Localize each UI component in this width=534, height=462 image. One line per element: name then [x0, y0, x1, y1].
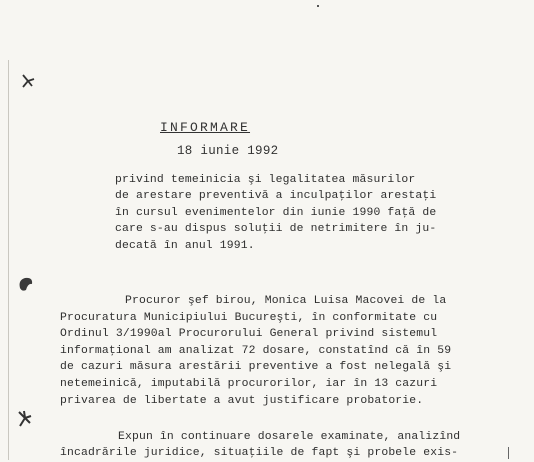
document-heading: INFORMARE [160, 120, 251, 135]
subject-line: decată în anul 1991. [115, 240, 255, 252]
left-binding-line [8, 60, 9, 460]
paragraph-line: netemeinică, imputabilă procurorilor, iar în 13 cazuri [60, 378, 438, 390]
document-date: 18 iunie 1992 [177, 144, 279, 158]
paragraph-line: Ordinul 3/1990al Procurorului General privind sistemul [60, 328, 438, 340]
margin-blot-icon [16, 274, 36, 294]
top-mark [317, 5, 319, 7]
paragraph-line: privarea de libertate a avut justificare probatorie. [60, 395, 424, 407]
margin-star-icon [20, 73, 36, 89]
subject-line: care s-au dispus soluţii de netrimitere în ju- [115, 223, 437, 235]
paragraph-line: încadrările juridice, situaţiile de fapt şi probele exis- [60, 447, 459, 459]
subject-line: în cursul evenimentelor din iunie 1990 faţă de [115, 207, 437, 219]
paragraph-line: de cazuri măsura arestării preventive a fost nelegală şi [60, 361, 452, 373]
margin-star-icon [16, 408, 34, 428]
paragraph-line: informaţional am analizat 72 dosare, constatînd că în 59 [60, 345, 452, 357]
subject-line: de arestare preventivă a inculpaţilor arestaţi [115, 190, 437, 202]
right-edge-mark [508, 447, 509, 459]
paragraph-line: Expun în continuare dosarele examinate, analizînd [118, 431, 461, 443]
paragraph-line: Procuratura Municipiului Bucureşti, în conformitate cu [60, 312, 438, 324]
subject-line: privind temeinicia şi legalitatea măsurilor [115, 174, 416, 186]
paragraph-line: Procuror şef birou, Monica Luisa Macovei de la [125, 295, 447, 307]
